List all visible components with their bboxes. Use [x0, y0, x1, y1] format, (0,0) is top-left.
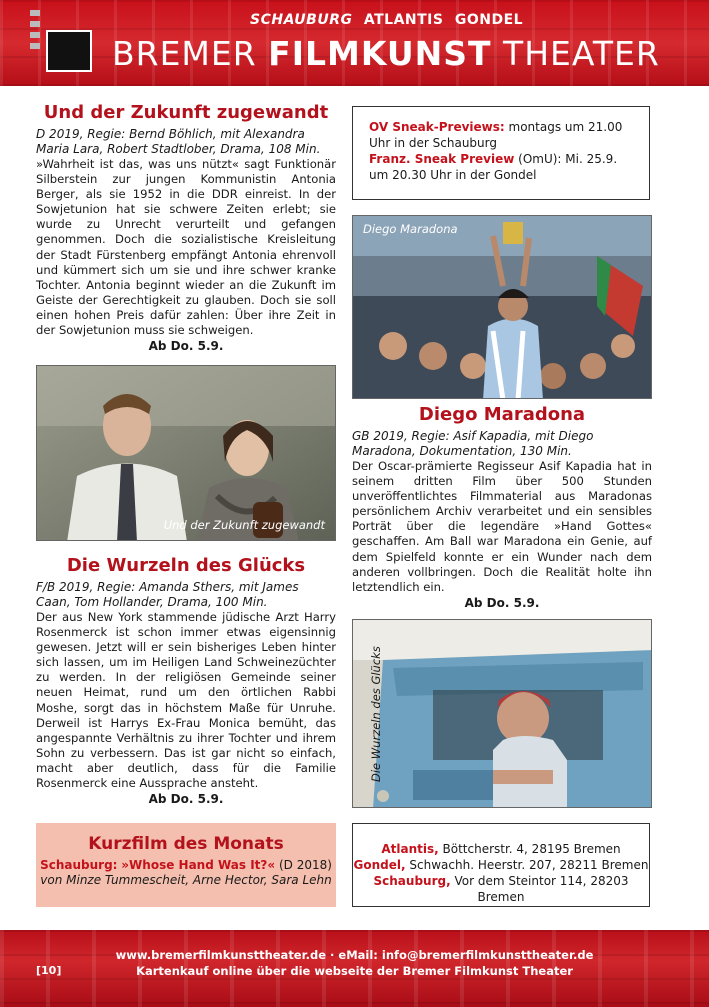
- ov-sneak-label: OV Sneak-Previews:: [369, 120, 505, 134]
- kurzfilm-film: »Whose Hand Was It?«: [121, 858, 276, 872]
- film-credits: F/B 2019, Regie: Amanda Sthers, mit James Caan, Tom Hollander, Drama, 100 Min.: [36, 580, 299, 609]
- ov-sneak: [369, 119, 633, 151]
- venue-names: [250, 12, 529, 28]
- film-description: Der aus New York stammende jüdische Arzt Harry Rosenmerck ist schon immer etwas eigensinnig gewesen. Jetzt will er sein bisheriges Leben hinter sich lassen, um im Heiligen Land Schweinezüchter zu werden. In der religiösen Gemeinde seiner neuen Heimat, rund um den örtlichen Rabbi Moshe, sorgt das in höchstem Maße für Unruhe. Derweil ist Harrys Ex-Frau Monica bemüht, das angespannte Verhältnis zu ihrer Tochter und ihrem Sohn zu verbessern. Das ist gar nicht so einfach, macht aber deutlich, dass für die Familie Rosenmerck eine Aussprache ansteht.: [36, 610, 336, 791]
- film-credits: GB 2019, Regie: Asif Kapadia, mit Diego Maradona, Dokumentation, 130 Min.: [352, 429, 594, 458]
- franz-sneak-label: Franz. Sneak Preview: [369, 152, 515, 166]
- film-description: Der Oscar-prämierte Regisseur Asif Kapadia hat in seinem dritten Film über 500 Stunden unveröffentlichtes Filmmaterial aus Maradonas persönlichem Archiv verarbeitet und ein sensibles Porträt über die legendäre »Hand Gottes« geschaffen. Am Ball war Maradona ein Genie, auf dem Spielfeld konnte er ein Wunder nach dem anderen vollbringen. Doch die Realität holte ihn letztendlich ein.: [352, 459, 652, 594]
- brand-title: [112, 34, 660, 73]
- kurzfilm-year: (D 2018): [278, 858, 332, 872]
- venue-atlantis: ATLANTIS: [363, 12, 444, 28]
- film-start-date: Ab Do. 5.9.: [148, 792, 224, 807]
- kurzfilm-line: [37, 858, 335, 872]
- logo-bars: [30, 10, 40, 60]
- photo-und-der-zukunft: [36, 365, 336, 541]
- photo-die-wurzeln: [352, 619, 652, 808]
- film-description: »Wahrheit ist das, was uns nützt« sagt Funktionär Silberstein zur jungen Kommunistin Antonia Berger, als sie 1952 in die DDR einreist. In der Sowjetunion hat sie schwere Zeiten erlebt; sie wurde zu Unrecht verurteilt und gefangen genommen. Doch die sozialistische Kreisleitung der Stadt Fürstenberg empfängt Antonia ehrenvoll und kümmert sich um sie und ihre schwer kranke Tochter. Antonia beginnt wieder an die Zukunft im Geiste der Gerechtigkeit zu glauben. Doch sie soll einen hohen Preis dafür zahlen: Über ihre Zeit in der Sowjetunion muss sie schweigen.: [36, 157, 336, 338]
- address-schauburg: [353, 873, 649, 905]
- photo-diego-maradona: [352, 215, 652, 399]
- page-footer: [0, 930, 709, 1007]
- address-name: Schauburg,: [373, 874, 451, 888]
- film-und-der-zukunft: [36, 102, 336, 354]
- address-street: Böttcherstr. 4, 28195 Bremen: [442, 842, 621, 856]
- franz-sneak-text: (OmU): Mi. 25.9. um 20.30 Uhr in der Gondel: [369, 152, 618, 182]
- franz-sneak: [369, 151, 633, 183]
- film-still-image: [37, 366, 336, 541]
- film-title: Diego Maradona: [418, 404, 586, 425]
- ov-sneak-text: montags um 21.00 Uhr in der Schauburg: [369, 120, 623, 150]
- photo-caption: Diego Maradona: [363, 222, 458, 236]
- film-credits: D 2019, Regie: Bernd Böhlich, mit Alexandra Maria Lara, Robert Stadtlober, Drama, 108 Min.: [36, 127, 321, 156]
- page-number: [10]: [36, 964, 62, 977]
- logo-square: [46, 30, 92, 72]
- kurzfilm-directors: von Minze Tummescheit, Arne Hector, Sara Lehn: [40, 873, 332, 887]
- kurzfilm-box: [36, 823, 336, 907]
- kurzfilm-venue: Schauburg:: [40, 858, 118, 872]
- venue-schauburg: SCHAUBURG: [250, 12, 353, 28]
- page-header: [0, 0, 709, 86]
- film-die-wurzeln: [36, 555, 336, 807]
- venue-gondel: GONDEL: [454, 12, 524, 28]
- address-gondel: [353, 857, 649, 873]
- footer-ticket-info: Kartenkauf online über die webseite der Bremer Filmkunst Theater: [136, 964, 573, 978]
- film-start-date: Ab Do. 5.9.: [148, 339, 224, 354]
- address-box: [352, 823, 650, 907]
- footer-contact: www.bremerfilmkunsttheater.de · eMail: info@bremerfilmkunsttheater.de: [115, 948, 594, 962]
- photo-caption: Die Wurzeln des Glücks: [369, 646, 383, 782]
- film-still-image: [353, 216, 652, 399]
- address-street: Vor dem Steintor 114, 28203 Bremen: [454, 874, 629, 904]
- address-name: Atlantis,: [381, 842, 439, 856]
- photo-caption: Und der Zukunft zugewandt: [163, 518, 325, 532]
- brand-word-1: BREMER: [112, 34, 257, 73]
- film-diego-maradona: [352, 404, 652, 611]
- brand-word-2: FILMKUNST: [268, 34, 492, 73]
- film-start-date: Ab Do. 5.9.: [464, 595, 540, 610]
- film-still-image: [353, 620, 652, 808]
- brand-word-3: THEATER: [503, 34, 660, 73]
- address-atlantis: [353, 841, 649, 857]
- film-title: Die Wurzeln des Glücks: [66, 555, 306, 576]
- address-street: Schwachh. Heerstr. 207, 28211 Bremen: [409, 858, 649, 872]
- address-name: Gondel,: [353, 858, 406, 872]
- kurzfilm-heading: Kurzfilm des Monats: [88, 834, 284, 854]
- sneak-preview-box: [352, 106, 650, 200]
- film-title: Und der Zukunft zugewandt: [43, 102, 329, 123]
